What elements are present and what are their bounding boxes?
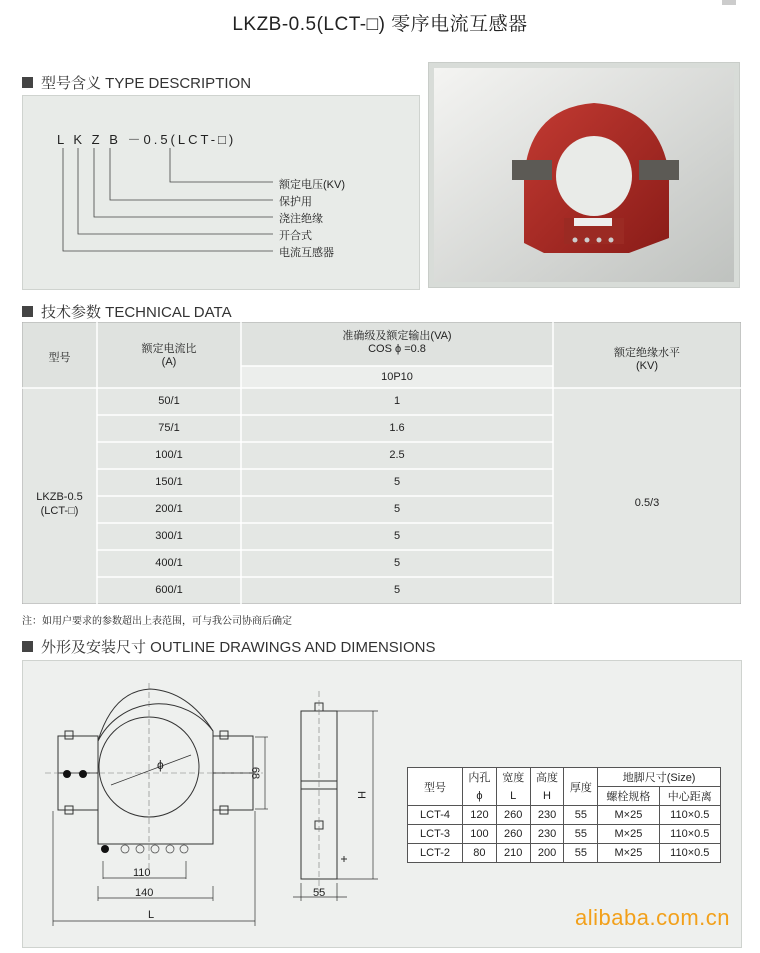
dims-table-cell: M×25 xyxy=(598,825,659,844)
dt-sub-phi: ϕ xyxy=(463,787,497,806)
type-code: L K Z B －0.5(LCT-□) xyxy=(57,132,237,147)
page-title: LKZB-0.5(LCT-□) 零序电流互感器 xyxy=(232,14,528,35)
dims-table-cell: LCT-2 xyxy=(408,844,463,863)
tech-row-ratio: 50/1 xyxy=(158,395,180,407)
dt-sub-bolt: 螺栓规格 xyxy=(598,787,659,806)
type-description-diagram xyxy=(23,96,419,289)
dims-table-cell: 55 xyxy=(564,844,598,863)
type-label-split: 开合式 xyxy=(279,230,312,242)
square-bullet-icon xyxy=(22,641,33,652)
watermark: alibaba.com.cn xyxy=(575,905,730,930)
th-insulation-label: 额定绝缘水平 xyxy=(614,347,680,359)
tech-row-ratio: 150/1 xyxy=(155,476,183,488)
tech-row-ratio: 300/1 xyxy=(155,530,183,542)
th-class: 10P10 xyxy=(381,371,413,383)
dt-h-bore: 内孔 xyxy=(463,768,497,787)
side-view-drawing xyxy=(293,661,403,947)
dims-table-cell: 230 xyxy=(530,825,564,844)
tech-row-va: 5 xyxy=(393,530,401,542)
tech-row-va: 1 xyxy=(393,395,401,407)
type-label-ct: 电流互感器 xyxy=(279,247,334,259)
dims-table-cell: 210 xyxy=(496,844,530,863)
th-ratio-unit: (A) xyxy=(161,356,177,368)
corner-mark xyxy=(722,0,736,5)
dims-table-cell: 100 xyxy=(463,825,497,844)
cell-model-name: LKZB-0.5 xyxy=(36,491,83,503)
dims-table-cell: M×25 xyxy=(598,844,659,863)
dims-table-cell: 110×0.5 xyxy=(659,825,720,844)
th-output-label: 准确级及额定输出(VA) xyxy=(342,330,452,342)
dims-table-body xyxy=(408,806,721,863)
dt-h-height: 高度 xyxy=(530,768,564,787)
dims-table-row xyxy=(408,825,721,844)
dims-table-cell: 260 xyxy=(496,806,530,825)
dims-table-cell: 80 xyxy=(463,844,497,863)
dim-L-label: L xyxy=(148,909,155,921)
tech-row-ratio: 400/1 xyxy=(155,557,183,569)
tech-row-va: 5 xyxy=(393,476,401,488)
section-tech-title: 技术参数 TECHNICAL DATA xyxy=(41,304,232,321)
dims-table-cell: 200 xyxy=(530,844,564,863)
product-photo xyxy=(434,68,734,282)
dim-55-label: 55 xyxy=(313,887,326,899)
dim-140-label: 140 xyxy=(135,887,154,899)
product-photo-frame xyxy=(428,62,740,288)
th-output xyxy=(241,330,553,356)
dims-table-row xyxy=(408,806,721,825)
dims-table-cell: LCT-4 xyxy=(408,806,463,825)
type-description-panel xyxy=(22,95,420,290)
th-insulation xyxy=(553,347,741,373)
dims-table-cell: 230 xyxy=(530,806,564,825)
tech-row-va: 1.6 xyxy=(389,422,405,434)
dims-table-cell: 260 xyxy=(496,825,530,844)
square-bullet-icon xyxy=(22,77,33,88)
th-ratio-label: 额定电流比 xyxy=(141,343,197,355)
dims-table-cell: M×25 xyxy=(598,806,659,825)
note-text: 注：如用户要求的参数超出上表范围，可与我公司协商后确定 xyxy=(22,616,292,627)
dims-table-cell: 55 xyxy=(564,806,598,825)
dims-table-cell: 55 xyxy=(564,825,598,844)
section-type-heading xyxy=(22,72,251,93)
type-label-voltage: 额定电压(KV) xyxy=(279,179,345,191)
dim-dia-label: ϕ xyxy=(157,758,164,772)
section-outline-heading xyxy=(22,636,435,657)
dt-h-size: 地脚尺寸(Size) xyxy=(598,768,721,787)
section-type-title: 型号含义 TYPE DESCRIPTION xyxy=(41,75,252,92)
section-outline-title: 外形及安装尺寸 OUTLINE DRAWINGS AND DIMENSIONS xyxy=(41,639,436,656)
tech-row-va: 5 xyxy=(393,503,401,515)
cell-insulation: 0.5/3 xyxy=(634,497,660,509)
dim-68-label: 68 xyxy=(249,766,262,780)
tech-row-va: 5 xyxy=(393,584,401,596)
cell-model-alt: (LCT-□) xyxy=(40,505,79,517)
dims-table-cell: LCT-3 xyxy=(408,825,463,844)
dims-table-cell: 110×0.5 xyxy=(659,844,720,863)
tech-row-va: 2.5 xyxy=(389,449,405,461)
square-bullet-icon xyxy=(22,306,33,317)
dt-sub-center: 中心距离 xyxy=(659,787,720,806)
type-label-cast: 浇注绝缘 xyxy=(279,213,323,225)
tech-row-ratio: 100/1 xyxy=(155,449,183,461)
dims-table-row xyxy=(408,844,721,863)
dims-table-cell: 120 xyxy=(463,806,497,825)
tech-row-ratio: 75/1 xyxy=(158,422,180,434)
th-model: 型号 xyxy=(48,352,71,364)
tech-row-ratio: 200/1 xyxy=(155,503,183,515)
tech-row-va: 5 xyxy=(393,557,401,569)
dt-h-model: 型号 xyxy=(408,768,463,806)
dt-sub-H: H xyxy=(530,787,564,806)
tech-table xyxy=(22,322,741,604)
section-tech-heading xyxy=(22,301,232,322)
cell-model xyxy=(22,490,97,518)
dim-H-label: H xyxy=(354,791,367,799)
tech-row-ratio: 600/1 xyxy=(155,584,183,596)
type-label-protection: 保护用 xyxy=(279,196,312,208)
dim-110-label: 110 xyxy=(133,867,151,879)
dims-table-cell: 110×0.5 xyxy=(659,806,720,825)
dt-h-width: 宽度 xyxy=(496,768,530,787)
dimensions-table xyxy=(407,767,721,863)
th-insulation-unit: (KV) xyxy=(636,360,658,372)
th-ratio xyxy=(97,343,241,369)
th-output-cos: COS ϕ =0.8 xyxy=(368,343,426,355)
dt-sub-L: L xyxy=(496,787,530,806)
dt-h-thick: 厚度 xyxy=(564,768,598,806)
